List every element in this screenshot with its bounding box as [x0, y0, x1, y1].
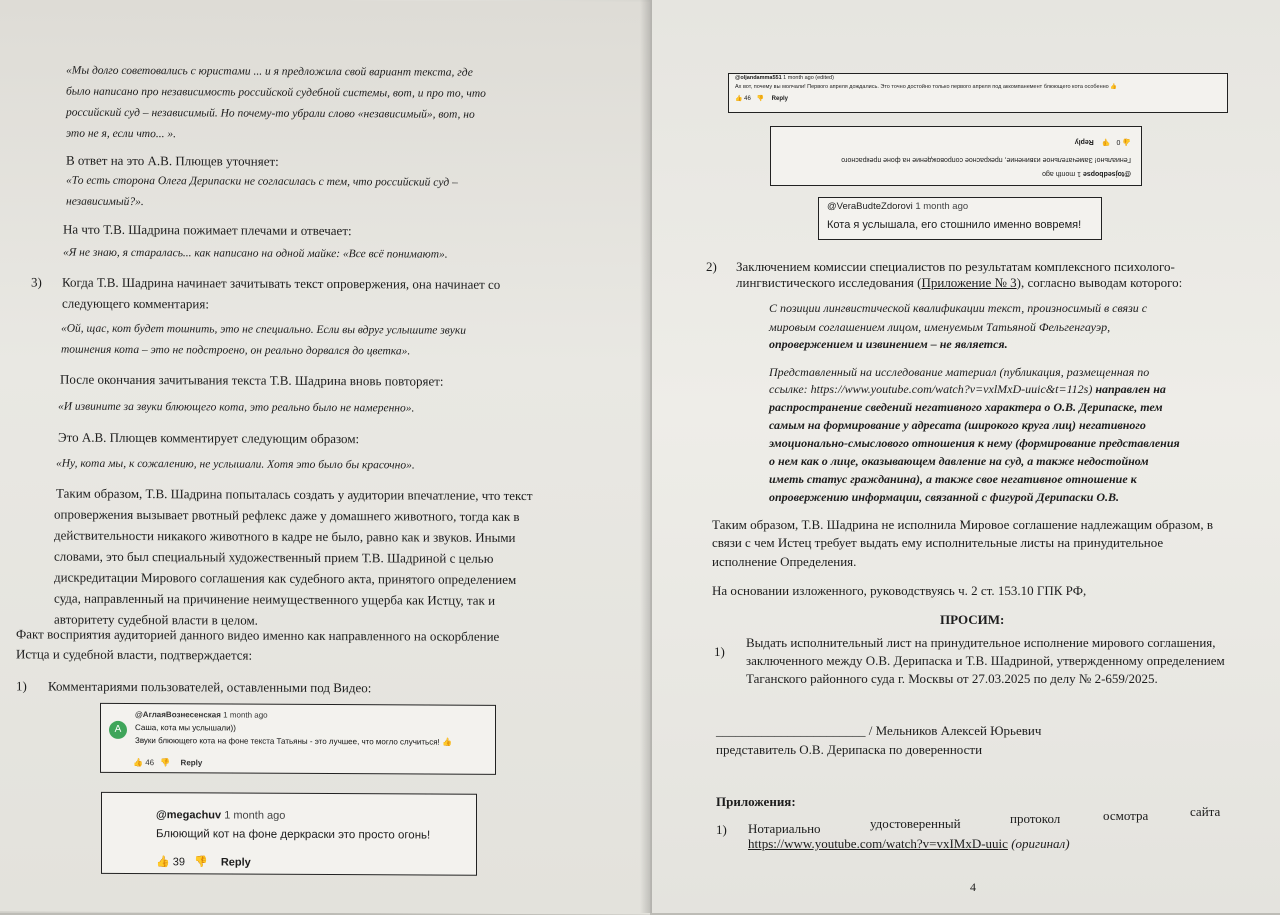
attachment-word: протокол	[1010, 811, 1061, 826]
quote-line: тошнения кота – это не подстроено, он реально дорвался до цветка».	[61, 343, 411, 358]
comment-text: Гениально! Замечательное извинение, прекрасное сопровождение на фоне прекрасного	[841, 156, 1131, 163]
thumbs-down-icon: 👎	[194, 856, 208, 869]
paragraph-line: авторитету судебной власти в целом.	[54, 611, 258, 628]
quote-line: «Ой, щас, кот будет тошнить, это не специально. Если вы вдруг услышите звуки	[61, 322, 466, 337]
comment-screenshot	[100, 703, 496, 775]
comment-screenshot	[818, 197, 1102, 240]
conclusion-line: опровержением и извинением – не является.	[769, 337, 1008, 351]
thumbs-up-icon: 👍	[735, 96, 743, 102]
list-item-line: Заключением комиссии специалистов по результатам комплексного психолого-	[736, 259, 1175, 274]
section-heading: ПРОСИМ:	[940, 612, 1005, 627]
attachment-word: удостоверенный	[870, 816, 961, 831]
attachment-word: сайта	[1190, 804, 1221, 819]
paragraph-line: действительности никакого животного в кадре не было, равно как и звуков. Иными	[54, 527, 516, 545]
paragraph: В ответ на это А.В. Плющев уточняет:	[66, 152, 279, 169]
quote-line: «Ну, кота мы, к сожалению, не услышали. Хотя это было бы красочно».	[56, 457, 415, 472]
thumbs-down-icon: 👎	[160, 758, 171, 768]
conclusion-line: распространение сведений негативного характера о О.В. Дерипаске, тем	[769, 400, 1163, 414]
conclusion-line: иметь статус гражданина), а также свое негативное отношение к	[769, 472, 1137, 486]
list-item-line: Выдать исполнительный лист на принудительное исполнение мирового соглашения,	[746, 635, 1216, 650]
quote-line: «Мы долго советовались с юристами ... и я предложила свой вариант текста, где	[66, 64, 473, 79]
paragraph: После окончания зачитывания текста Т.В. Шадрина вновь повторяет:	[60, 371, 444, 389]
comment-author: @VeraBudteZdorovi 1 month ago	[827, 201, 969, 212]
attachment-word: осмотра	[1103, 808, 1149, 823]
conclusion-line: ссылке: https://www.youtube.com/watch?v=vxlMxD-uuic&t=112s) направлен на	[769, 382, 1166, 396]
right-page	[652, 0, 1280, 913]
paragraph: Это А.В. Плющев комментирует следующим образом:	[58, 429, 360, 447]
paragraph-line: Истца и судебной власти, подтверждается:	[16, 646, 253, 663]
comment-text: Ах вот, почему вы молчали! Первого апреля дождались. Это точно достойно только первого апреля под аккомпанемент блюющего кота особенно 👍	[735, 84, 1118, 90]
comment-text: Саша, кота мы услышали))	[135, 723, 236, 733]
attachment-word: Нотариально	[748, 821, 821, 836]
list-number: 2)	[706, 259, 717, 274]
comment-author: @АглаяВознесенская 1 month ago	[135, 710, 268, 720]
thumbs-up-icon: 👍	[156, 856, 170, 869]
list-item-line: лингвистического исследования (Приложение № 3), согласно выводам которого:	[736, 275, 1183, 290]
paragraph-line: опровержения вызывает рвотный рефлекс даже у домашнего животного, тогда как в	[54, 506, 520, 525]
quote-line: российский суд – независимый. Но почему-то убрали слово «независимый», вот, но	[66, 106, 475, 121]
paragraph-line: словами, это был специальный художественный прием Т.В. Шадриной с целью	[54, 548, 494, 566]
comment-screenshot-mirrored	[770, 126, 1142, 186]
quote-line: «То есть сторона Олега Дерипаски не согласилась с тем, что российский суд –	[66, 174, 458, 189]
paragraph-line: Факт восприятия аудиторией данного видео именно как направленного на оскорбление	[16, 626, 500, 644]
list-item-line: следующего комментария:	[62, 295, 209, 312]
comment-screenshot	[101, 792, 477, 876]
attachments-heading: Приложения:	[716, 794, 796, 809]
comment-text: Блюющий кот на фоне деркраски это просто огонь!	[156, 828, 431, 842]
quote-line: «И извините за звуки блюющего кота, это реально было не намеренно».	[58, 400, 415, 415]
quote-line: независимый?».	[66, 195, 144, 209]
attachment-link-line: https://www.youtube.com/watch?v=vxIMxD-uuic (оригинал)	[748, 836, 1070, 851]
comment-actions: 👍 46 👎 Reply	[735, 96, 789, 102]
paragraph-line: дискредитации Мирового соглашения как судебного акта, принятого определением	[54, 569, 517, 588]
list-number: 3)	[31, 274, 42, 290]
conclusion-line: опровержению информации, связанной с фигурой Дерипаски О.В.	[769, 490, 1120, 504]
comment-text: Кота я услышала, его стошнило именно вовремя!	[827, 219, 1082, 231]
thumbs-down-icon: 👎	[1101, 138, 1111, 145]
conclusion-line: С позиции лингвистической квалификации текст, произносимый в связи с	[769, 301, 1148, 315]
paragraph-line: связи с чем Истец требует выдать ему исполнительные листы на принудительное	[712, 535, 1164, 550]
paragraph: На что Т.В. Шадрина пожимает плечами и отвечает:	[63, 221, 352, 239]
conclusion-line: мировым соглашением лицом, именуемым Татьяной Фельгенгауэр,	[769, 320, 1111, 334]
conclusion-line: самым на формирование у адресата (широкого круга лиц) негативного	[769, 418, 1146, 432]
comment-author: @megachuv 1 month ago	[156, 809, 286, 822]
paragraph-line: суда, направленный на причинение неимущественного ущерба как Истцу, так и	[54, 590, 496, 608]
avatar: A	[109, 721, 127, 739]
list-number: 1)	[714, 644, 725, 659]
comment-screenshot	[728, 73, 1228, 113]
paragraph: На основании изложенного, руководствуясь ч. 2 ст. 153.10 ГПК РФ,	[712, 583, 1087, 598]
conclusion-line: о нем как о лице, оказывающем давление на суд, а также недостойном	[769, 454, 1149, 468]
signature-line: _______________________ / Мельников Алексей Юрьевич	[716, 723, 1042, 738]
quote-line: «Я не знаю, я старалась... как написано на одной майке: «Все всё понимают».	[63, 246, 448, 261]
list-item-line: заключенного между О.В. Дерипаска и Т.В. Шадриной, утвержденному определением	[746, 653, 1225, 668]
list-item-line: Таганского районного суда г. Москвы от 27.03.2025 по делу № 2-659/2025.	[746, 671, 1158, 686]
list-number: 1)	[16, 678, 27, 694]
paragraph-line: исполнение Определения.	[712, 554, 857, 569]
paragraph-line: Таким образом, Т.В. Шадрина не исполнила Мировое соглашение надлежащим образом, в	[712, 517, 1213, 532]
comment-actions: 👍 0 👎 Reply	[1074, 138, 1131, 145]
thumbs-down-icon: 👎	[756, 96, 764, 102]
comment-author: @tojsedbopse 1 month ago	[1042, 170, 1131, 177]
comment-actions: 👍 39 👎 Reply	[156, 856, 251, 869]
thumbs-up-icon: 👍	[133, 757, 143, 768]
conclusion-line: эмоционально-смыслового отношения к нему (формирование представления	[769, 436, 1180, 450]
conclusion-line: Представленный на исследование материал (публикация, размещенная по	[769, 365, 1150, 379]
quote-line: было написано про независимость российской судебной системы, вот, и про то, что	[66, 85, 486, 100]
attachment-link[interactable]: https://www.youtube.com/watch?v=vxIMxD-uuic	[748, 836, 1008, 851]
paragraph-line: Таким образом, Т.В. Шадрина попыталась создать у аудитории впечатление, что текст	[56, 485, 533, 504]
page-number: 4	[970, 880, 976, 894]
comment-text: Звуки блюющего кота на фоне текста Татьяны - это лучшее, что могло случиться! 👍	[135, 736, 452, 747]
comment-author: @oljandamma551 1 month ago (edited)	[735, 75, 834, 81]
list-item-line: Когда Т.В. Шадрина начинает зачитывать текст опровержения, она начинает со	[62, 274, 501, 292]
signature-role: представитель О.В. Дерипаска по доверенности	[716, 742, 983, 757]
list-number: 1)	[716, 822, 727, 837]
comment-actions: 👍 46 👎 Reply	[133, 757, 203, 768]
quote-line: это не я, если что... ».	[66, 127, 176, 141]
thumbs-up-icon: 👍	[1122, 138, 1131, 145]
list-item-line: Комментариями пользователей, оставленными под Видео:	[48, 678, 372, 696]
